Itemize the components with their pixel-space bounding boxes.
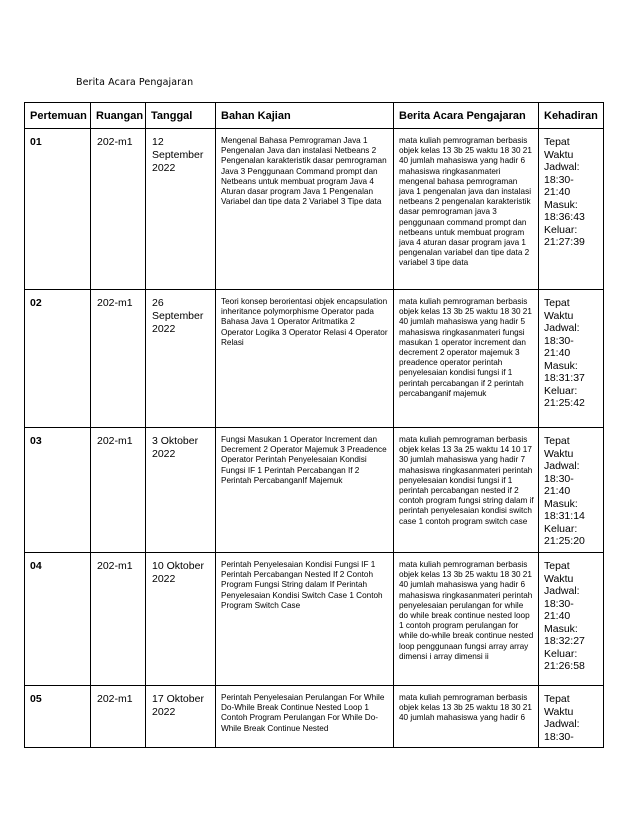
cell-ruangan: 202-m1 — [91, 686, 146, 748]
kehadiran-line: Tepat — [544, 560, 570, 572]
cell-pertemuan: 03 — [25, 428, 91, 553]
kehadiran-line: Jadwal: — [544, 322, 580, 334]
cell-berita-acara: mata kuliah pemrograman berbasis objek kelas 13 3b 25 waktu 18 30 21 40 jumlah mahasiswa yang hadir 6 — [394, 686, 539, 748]
kehadiran-line: Waktu — [544, 309, 574, 322]
kehadiran-line: 18:30- — [544, 597, 574, 610]
kehadiran-line: 21:40 — [544, 610, 571, 622]
kehadiran-line: Keluar: — [544, 647, 578, 660]
table-row — [25, 686, 604, 748]
kehadiran-line: Masuk: — [544, 622, 578, 635]
kehadiran-line: Keluar: — [544, 223, 578, 236]
kehadiran-line: Keluar: — [544, 522, 578, 535]
header-bahan-kajian: Bahan Kajian — [216, 103, 394, 129]
cell-pertemuan: 04 — [25, 553, 91, 686]
cell-bahan-kajian: Teori konsep berorientasi objek encapsulation inheritance polymorphisme Operator pada Bahasa Java 1 Operator Aritmatika 2 Operator Logika 3 Operator Relasi 4 Operator Relasi — [216, 290, 394, 428]
page-title: Berita Acara Pengajaran — [76, 77, 194, 88]
kehadiran-line: 18:32:27 — [544, 635, 585, 647]
header-tanggal: Tanggal — [146, 103, 216, 129]
cell-tanggal: 17 Oktober 2022 — [146, 686, 216, 748]
kehadiran-line: Masuk: — [544, 359, 578, 372]
cell-kehadiran — [539, 129, 604, 290]
cell-bahan-kajian: Mengenal Bahasa Pemrograman Java 1 Pengenalan Java dan instalasi Netbeans 2 Pengenalan karakteristik dasar pemrograman Java 3 Penggunaan Command prompt dan Netbeans untuk membuat program Java 4 Aturan dasar program Java 1 Pengenalan Variabel dan tipe data 2 Variabel 3 Tipe data — [216, 129, 394, 290]
table-header-row — [25, 103, 604, 129]
kehadiran-line: 18:30- — [544, 730, 574, 743]
kehadiran-line: 21:40 — [544, 347, 571, 359]
attendance-table — [24, 102, 604, 748]
cell-berita-acara: mata kuliah pemrograman berbasis objek kelas 13 3b 25 waktu 18 30 21 40 jumlah mahasiswa yang hadir 6 mahasiswa ringkasanmateri perintah penyelesaian perulangan for while do while break continue nested loop 1 contoh program perulangan for while do-while break continue nested loop penggunaan fungsi array array dimensi i array dimensi ii — [394, 553, 539, 686]
kehadiran-line: Waktu — [544, 447, 574, 460]
kehadiran-line: Tepat — [544, 435, 570, 447]
kehadiran-line: 21:40 — [544, 186, 571, 198]
kehadiran-line: 18:30- — [544, 472, 574, 485]
cell-kehadiran — [539, 428, 604, 553]
kehadiran-line: 21:40 — [544, 485, 571, 497]
kehadiran-line: Tepat — [544, 693, 570, 705]
kehadiran-line: Jadwal: — [544, 585, 580, 597]
cell-ruangan: 202-m1 — [91, 428, 146, 553]
kehadiran-line: Masuk: — [544, 497, 578, 510]
table-row — [25, 428, 604, 553]
cell-bahan-kajian: Fungsi Masukan 1 Operator Increment dan Decrement 2 Operator Majemuk 3 Preadence Operator Perintah Penyelesaian Kondisi Fungsi IF 1 Perintah Percabangan If 2 Perintah PercabanganIf Majemuk — [216, 428, 394, 553]
kehadiran-line: Waktu — [544, 705, 574, 718]
kehadiran-line: 18:36:43 — [544, 211, 585, 223]
cell-kehadiran — [539, 290, 604, 428]
header-ruangan: Ruangan — [91, 103, 146, 129]
cell-bahan-kajian: Perintah Penyelesaian Kondisi Fungsi IF 1 Perintah Percabangan Nested If 2 Contoh Program Fungsi String dalam If Perintah Penyelesaian Kondisi Switch Case 1 Contoh Program Switch Case — [216, 553, 394, 686]
header-kehadiran: Kehadiran — [539, 103, 604, 129]
cell-berita-acara: mata kuliah pemrograman berbasis objek kelas 13 3b 25 waktu 18 30 21 40 jumlah mahasiswa yang hadir 6 mahasiswa ringkasanmateri mengenal bahasa pemrograman java 1 pengenalan java dan instalasi netbeans 2 pengenalan karakteristik dasar pemrograman java 3 penggunaan command prompt dan netbeans untuk membuat program java 4 aturan dasar program java 1 pengenalan variabel dan tipe data 2 variabel 3 tipe data — [394, 129, 539, 290]
cell-ruangan: 202-m1 — [91, 129, 146, 290]
cell-pertemuan: 01 — [25, 129, 91, 290]
kehadiran-line: 21:27:39 — [544, 236, 585, 248]
kehadiran-line: Jadwal: — [544, 460, 580, 472]
cell-pertemuan: 02 — [25, 290, 91, 428]
kehadiran-line: 18:31:14 — [544, 510, 585, 522]
kehadiran-line: 21:26:58 — [544, 660, 585, 672]
table-row — [25, 553, 604, 686]
kehadiran-line: Masuk: — [544, 198, 578, 211]
cell-tanggal: 10 Oktober 2022 — [146, 553, 216, 686]
kehadiran-line: 18:31:37 — [544, 372, 585, 384]
cell-tanggal: 3 Oktober 2022 — [146, 428, 216, 553]
kehadiran-line: Jadwal: — [544, 718, 580, 730]
table-row — [25, 129, 604, 290]
header-berita-acara: Berita Acara Pengajaran — [394, 103, 539, 129]
cell-tanggal: 26 September 2022 — [146, 290, 216, 428]
kehadiran-line: Waktu — [544, 572, 574, 585]
kehadiran-line: 18:30- — [544, 173, 574, 186]
cell-kehadiran — [539, 686, 604, 748]
cell-kehadiran — [539, 553, 604, 686]
kehadiran-line: 18:30- — [544, 334, 574, 347]
kehadiran-line: 21:25:20 — [544, 535, 585, 547]
table-row — [25, 290, 604, 428]
kehadiran-line: Jadwal: — [544, 161, 580, 173]
cell-berita-acara: mata kuliah pemrograman berbasis objek kelas 13 3b 25 waktu 18 30 21 40 jumlah mahasiswa yang hadir 5 mahasiswa ringkasanmateri fungsi masukan 1 operator increment dan decrement 2 operator majemuk 3 preadence operator perintah penyelesaian kondisi fungsi if 1 perintah percabangan if 2 perintah percabanganif majemuk — [394, 290, 539, 428]
kehadiran-line: Keluar: — [544, 384, 578, 397]
kehadiran-line: Tepat — [544, 136, 570, 148]
kehadiran-line: Tepat — [544, 297, 570, 309]
kehadiran-line: 21:25:42 — [544, 397, 585, 409]
header-pertemuan: Pertemuan — [25, 103, 91, 129]
cell-ruangan: 202-m1 — [91, 290, 146, 428]
cell-berita-acara: mata kuliah pemrograman berbasis objek kelas 13 3a 25 waktu 14 10 17 30 jumlah mahasiswa yang hadir 7 mahasiswa ringkasanmateri perintah penyelesaian kondisi fungsi if 1 perintah percabangan nested if 2 contoh program fungsi string dalam if perintah penyelesaian kondisi switch case 1 contoh program switch case — [394, 428, 539, 553]
cell-tanggal: 12 September 2022 — [146, 129, 216, 290]
cell-bahan-kajian: Perintah Penyelesaian Perulangan For While Do-While Break Continue Nested Loop 1 Contoh Program Perulangan For While Do-While Break Continue Nested — [216, 686, 394, 748]
cell-pertemuan: 05 — [25, 686, 91, 748]
kehadiran-line: Waktu — [544, 148, 574, 161]
cell-ruangan: 202-m1 — [91, 553, 146, 686]
